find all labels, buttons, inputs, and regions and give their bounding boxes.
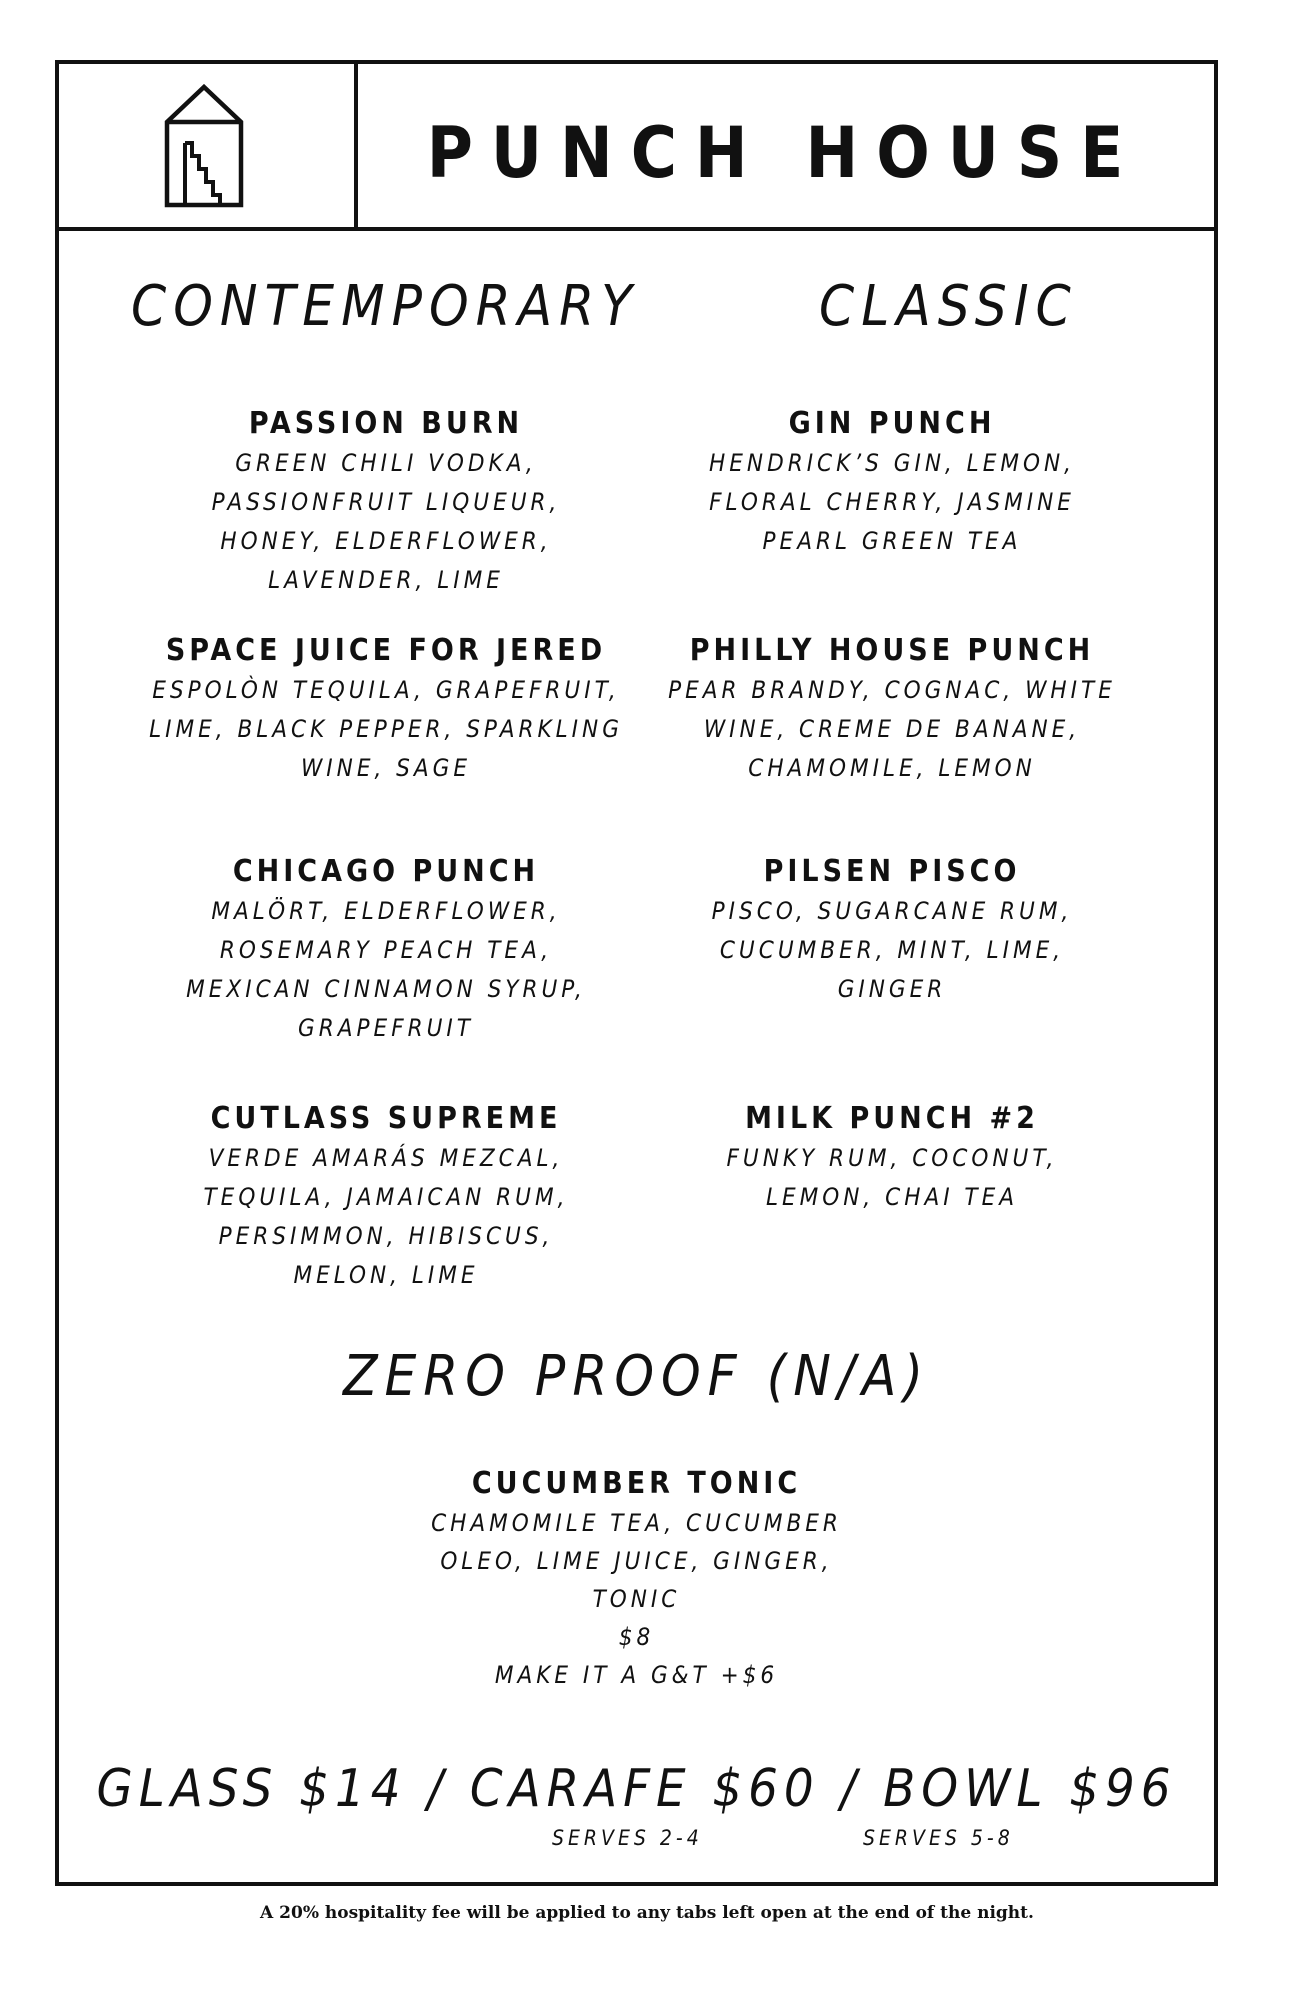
- description-line: ROSEMARY PEACH TEA,: [219, 936, 553, 964]
- description-line: MALÖRT, ELDERFLOWER,: [211, 897, 561, 925]
- description-line: WINE, CREME DE BANANE,: [703, 715, 1081, 743]
- description-line: GINGER: [837, 975, 947, 1003]
- description-line: OLEO, LIME JUICE, GINGER,: [440, 1547, 833, 1575]
- description-line: FLORAL CHERRY, JASMINE: [709, 488, 1075, 516]
- menu-item: [632, 1099, 1152, 1217]
- item-description: [126, 892, 646, 1048]
- menu-item: [126, 404, 646, 600]
- item-name: PILSEN PISCO: [763, 854, 1021, 889]
- description-line: HONEY, ELDERFLOWER,: [220, 527, 552, 555]
- item-description: [126, 1139, 646, 1295]
- item-name: CHICAGO PUNCH: [232, 854, 540, 889]
- description-line: PASSIONFRUIT LIQUEUR,: [211, 488, 561, 516]
- item-description: [126, 444, 646, 600]
- contemporary-column: [126, 64, 646, 1364]
- description-line: WINE, SAGE: [300, 754, 472, 782]
- item-name: PASSION BURN: [248, 406, 524, 441]
- description-line: CHAMOMILE, LEMON: [748, 754, 1036, 782]
- menu-frame: [55, 60, 1218, 1886]
- description-line: LIME, BLACK PEPPER, SPARKLING: [149, 715, 623, 743]
- menu-item: [632, 404, 1152, 561]
- description-line: MEXICAN CINNAMON SYRUP,: [186, 975, 586, 1003]
- classic-column: [632, 64, 1152, 1364]
- menu-item: [126, 852, 646, 1048]
- description-line: GRAPEFRUIT: [298, 1014, 474, 1042]
- menu-item: [126, 1099, 646, 1295]
- menu-item: [632, 852, 1152, 1009]
- item-name: CUTLASS SUPREME: [210, 1101, 562, 1136]
- description-line: MELON, LIME: [293, 1261, 479, 1289]
- description-line: TEQUILA, JAMAICAN RUM,: [203, 1183, 569, 1211]
- item-name: PHILLY HOUSE PUNCH: [689, 633, 1095, 668]
- carafe-serves: SERVES 2-4: [552, 1826, 703, 1850]
- upgrade-note: MAKE IT A G&T +$6: [494, 1661, 779, 1689]
- description-line: VERDE AMARÁS MEZCAL,: [208, 1144, 564, 1172]
- menu-item: [126, 631, 646, 788]
- brand-name: PUNCH HOUSE: [426, 111, 1142, 194]
- description-line: FUNKY RUM, COCONUT,: [726, 1144, 1058, 1172]
- item-description: [59, 1504, 1214, 1694]
- item-description: [632, 671, 1152, 788]
- description-line: LAVENDER, LIME: [268, 566, 504, 594]
- description-line: LEMON, CHAI TEA: [765, 1183, 1019, 1211]
- contemporary-title: CONTEMPORARY: [131, 274, 639, 339]
- bowl-serves: SERVES 5-8: [863, 1826, 1014, 1850]
- item-description: [126, 671, 646, 788]
- item-name: GIN PUNCH: [788, 406, 996, 441]
- item-description: [632, 444, 1152, 561]
- description-line: GREEN CHILI VODKA,: [235, 449, 537, 477]
- item-name: MILK PUNCH #2: [745, 1101, 1039, 1136]
- item-description: [632, 1139, 1152, 1217]
- menu-item: [632, 631, 1152, 788]
- item-name: SPACE JUICE FOR JERED: [165, 633, 607, 668]
- item-price: $8: [618, 1623, 655, 1651]
- description-line: TONIC: [592, 1585, 681, 1613]
- description-line: CUCUMBER, MINT, LIME,: [719, 936, 1065, 964]
- item-name: CUCUMBER TONIC: [471, 1466, 802, 1501]
- classic-title: CLASSIC: [819, 274, 1078, 339]
- description-line: CHAMOMILE TEA, CUCUMBER: [431, 1509, 842, 1537]
- description-line: PEARL GREEN TEA: [762, 527, 1022, 555]
- description-line: PERSIMMON, HIBISCUS,: [218, 1222, 554, 1250]
- zero-proof-item: [59, 1464, 1214, 1694]
- description-line: HENDRICK’S GIN, LEMON,: [709, 449, 1075, 477]
- description-line: PEAR BRANDY, COGNAC, WHITE: [668, 676, 1116, 704]
- description-line: PISCO, SUGARCANE RUM,: [711, 897, 1073, 925]
- description-line: ESPOLÒN TEQUILA, GRAPEFRUIT,: [152, 676, 620, 704]
- item-description: [632, 892, 1152, 1009]
- zero-proof-title: ZERO PROOF (N/A): [342, 1344, 931, 1409]
- pricing-line: GLASS $14 / CARAFE $60 / BOWL $96: [96, 1759, 1177, 1819]
- hospitality-fee-note: A 20% hospitality fee will be applied to any tabs left open at the end of the night.: [260, 1903, 1034, 1923]
